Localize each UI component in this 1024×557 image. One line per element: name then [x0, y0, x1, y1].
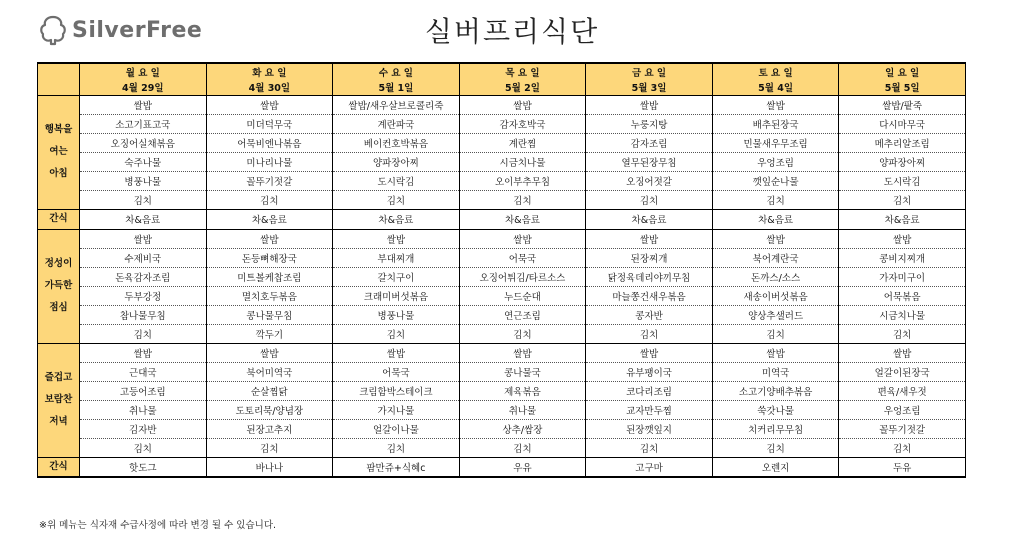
menu-cell: 취나물 [80, 400, 207, 419]
menu-cell: 병풍나물 [333, 305, 460, 324]
menu-cell: 돈등뼈해장국 [206, 248, 333, 267]
dinner-row [38, 381, 966, 400]
menu-cell: 가지나물 [333, 400, 460, 419]
lunch-row [38, 267, 966, 286]
lunch-label-line: 가득한 [44, 280, 73, 291]
menu-cell: 김치 [839, 190, 966, 209]
menu-cell: 팜만쥬+식혜c [333, 457, 460, 477]
menu-cell: 김치 [459, 438, 586, 457]
menu-cell: 얼갈이된장국 [839, 362, 966, 381]
menu-cell: 제육볶음 [459, 381, 586, 400]
menu-cell: 김치 [712, 438, 839, 457]
menu-cell: 쌀밥 [80, 343, 207, 362]
menu-cell: 꼴뚜기젓갈 [206, 171, 333, 190]
day-name: 목 요 일 [459, 63, 586, 79]
menu-cell: 가자미구이 [839, 267, 966, 286]
menu-cell: 도토리묵/양념장 [206, 400, 333, 419]
lunch-row [38, 248, 966, 267]
menu-cell: 갈치구이 [333, 267, 460, 286]
menu-cell: 김치 [333, 324, 460, 343]
menu-cell: 어묵국 [459, 248, 586, 267]
menu-cell: 콩비지찌개 [839, 248, 966, 267]
breakfast-row [38, 133, 966, 152]
weekly-menu-table [37, 62, 966, 478]
menu-cell: 돈까스/소스 [712, 267, 839, 286]
menu-cell: 소고기양배추볶음 [712, 381, 839, 400]
menu-cell: 김치 [586, 324, 713, 343]
menu-cell: 된장찌개 [586, 248, 713, 267]
menu-cell: 오징어실채볶음 [80, 133, 207, 152]
menu-cell: 미역국 [712, 362, 839, 381]
menu-cell: 김치 [459, 190, 586, 209]
menu-cell: 쌀밥 [206, 95, 333, 114]
day-name: 화 요 일 [206, 63, 333, 79]
page-title: 실버프리식단 [424, 15, 600, 48]
menu-cell: 돈육감자조림 [80, 267, 207, 286]
menu-cell: 김치 [712, 190, 839, 209]
lunch-label [38, 229, 80, 343]
menu-cell: 쌀밥 [80, 95, 207, 114]
menu-cell: 메추리알조림 [839, 133, 966, 152]
dinner-label-line: 즐겁고 [44, 372, 73, 383]
menu-cell: 쌀밥 [839, 229, 966, 248]
menu-cell: 차&음료 [333, 209, 460, 229]
menu-cell: 베이컨호박볶음 [333, 133, 460, 152]
menu-cell: 수제비국 [80, 248, 207, 267]
menu-cell: 쌀밥 [333, 343, 460, 362]
menu-cell: 계란파국 [333, 114, 460, 133]
menu-cell: 근대국 [80, 362, 207, 381]
menu-cell: 닭정육데리야끼무침 [586, 267, 713, 286]
day-date: 5월 3일 [586, 79, 713, 95]
menu-cell: 콩나물무침 [206, 305, 333, 324]
breakfast-row [38, 171, 966, 190]
breakfast-row [38, 152, 966, 171]
menu-cell: 우유 [459, 457, 586, 477]
menu-cell: 두부강정 [80, 286, 207, 305]
header-corner-date [38, 79, 80, 95]
menu-cell: 양파장아찌 [333, 152, 460, 171]
menu-cell: 우엉조림 [839, 400, 966, 419]
menu-cell: 어묵국 [333, 362, 460, 381]
menu-cell: 핫도그 [80, 457, 207, 477]
menu-cell: 깍두기 [206, 324, 333, 343]
menu-cell: 시금치나물 [839, 305, 966, 324]
menu-cell: 교자만두찜 [586, 400, 713, 419]
menu-cell: 오이부추무침 [459, 171, 586, 190]
menu-cell: 유부팽이국 [586, 362, 713, 381]
menu-cell: 바나나 [206, 457, 333, 477]
dinner-row [38, 362, 966, 381]
menu-cell: 크래미버섯볶음 [333, 286, 460, 305]
menu-cell: 오렌지 [712, 457, 839, 477]
menu-cell: 마늘쫑건새우볶음 [586, 286, 713, 305]
menu-cell: 김치 [839, 324, 966, 343]
menu-cell: 쌀밥 [206, 229, 333, 248]
menu-cell: 새송이버섯볶음 [712, 286, 839, 305]
breakfast-row [38, 190, 966, 209]
header-corner [38, 63, 80, 79]
day-date-row [38, 79, 966, 95]
dinner-label-line: 저녁 [49, 416, 68, 427]
brand-logo-text: SilverFree [72, 17, 203, 43]
lunch-row [38, 324, 966, 343]
snack-morning-label: 간식 [38, 209, 80, 229]
menu-cell: 미트볼케찹조림 [206, 267, 333, 286]
menu-cell: 차&음료 [839, 209, 966, 229]
menu-cell: 양상추샐러드 [712, 305, 839, 324]
day-name: 토 요 일 [712, 63, 839, 79]
menu-cell: 다시마무국 [839, 114, 966, 133]
menu-cell: 멸치호두볶음 [206, 286, 333, 305]
menu-cell: 치커리무무침 [712, 419, 839, 438]
day-date: 4월 30일 [206, 79, 333, 95]
menu-cell: 오징어젓갈 [586, 171, 713, 190]
menu-cell: 부대찌개 [333, 248, 460, 267]
menu-cell: 김자반 [80, 419, 207, 438]
menu-cell: 쌀밥 [586, 343, 713, 362]
day-name: 월 요 일 [80, 63, 207, 79]
menu-cell: 우엉조림 [712, 152, 839, 171]
dinner-row [38, 419, 966, 438]
menu-cell: 시금치나물 [459, 152, 586, 171]
menu-cell: 쌀밥 [712, 95, 839, 114]
menu-cell: 차&음료 [206, 209, 333, 229]
menu-cell: 차&음료 [80, 209, 207, 229]
menu-cell: 편육/새우젓 [839, 381, 966, 400]
menu-cell: 김치 [333, 190, 460, 209]
menu-cell: 김치 [80, 324, 207, 343]
snack-evening-row [38, 457, 966, 477]
menu-cell: 미더덕무국 [206, 114, 333, 133]
menu-cell: 참나물무침 [80, 305, 207, 324]
menu-cell: 누룽지탕 [586, 114, 713, 133]
breakfast-label-line: 여는 [49, 146, 68, 157]
menu-cell: 쌀밥 [586, 229, 713, 248]
menu-cell: 숙주나물 [80, 152, 207, 171]
menu-cell: 김치 [206, 190, 333, 209]
menu-cell: 도시락김 [333, 171, 460, 190]
menu-cell: 순살찜닭 [206, 381, 333, 400]
menu-cell: 된장깻잎지 [586, 419, 713, 438]
menu-cell: 취나물 [459, 400, 586, 419]
breakfast-row [38, 95, 966, 114]
day-name: 일 요 일 [839, 63, 966, 79]
menu-cell: 김치 [333, 438, 460, 457]
menu-cell: 차&음료 [459, 209, 586, 229]
day-name: 금 요 일 [586, 63, 713, 79]
breakfast-row [38, 114, 966, 133]
menu-cell: 상추/쌈장 [459, 419, 586, 438]
menu-cell: 콩자반 [586, 305, 713, 324]
dinner-row [38, 343, 966, 362]
menu-cell: 꼴뚜기젓갈 [839, 419, 966, 438]
breakfast-label-line: 행복을 [44, 124, 73, 135]
menu-cell: 미나리나물 [206, 152, 333, 171]
dinner-label-line: 보람찬 [44, 394, 73, 405]
menu-cell: 쌀밥 [459, 95, 586, 114]
snack-morning-row [38, 209, 966, 229]
menu-cell: 누드순대 [459, 286, 586, 305]
lunch-label-line: 점심 [49, 302, 68, 313]
breakfast-label [38, 95, 80, 209]
menu-cell: 쌀밥 [586, 95, 713, 114]
menu-cell: 연근조림 [459, 305, 586, 324]
menu-cell: 김치 [712, 324, 839, 343]
breakfast-label-line: 아침 [49, 168, 68, 179]
day-date: 4월 29일 [80, 79, 207, 95]
menu-cell: 크림함박스테이크 [333, 381, 460, 400]
menu-cell: 열무된장무침 [586, 152, 713, 171]
day-date: 5월 5일 [839, 79, 966, 95]
menu-cell: 얼갈이나물 [333, 419, 460, 438]
menu-cell: 차&음료 [712, 209, 839, 229]
menu-cell: 김치 [206, 438, 333, 457]
menu-cell: 두유 [839, 457, 966, 477]
menu-cell: 된장고추지 [206, 419, 333, 438]
dinner-row [38, 400, 966, 419]
snack-evening-label: 간식 [38, 457, 80, 477]
menu-cell: 어묵볶음 [839, 286, 966, 305]
menu-cell: 쌀밥 [333, 229, 460, 248]
menu-cell: 김치 [586, 190, 713, 209]
menu-cell: 김치 [586, 438, 713, 457]
menu-cell: 콩나물국 [459, 362, 586, 381]
dinner-row [38, 438, 966, 457]
menu-cell: 차&음료 [586, 209, 713, 229]
menu-cell: 쑥갓나물 [712, 400, 839, 419]
day-date: 5월 4일 [712, 79, 839, 95]
day-name-row [38, 63, 966, 79]
menu-cell: 감자호박국 [459, 114, 586, 133]
lunch-label-line: 정성이 [44, 258, 73, 269]
dinner-label [38, 343, 80, 457]
menu-cell: 쌀밥 [459, 343, 586, 362]
day-date: 5월 2일 [459, 79, 586, 95]
day-date: 5월 1일 [333, 79, 460, 95]
menu-cell: 깻잎순나물 [712, 171, 839, 190]
menu-cell: 김치 [459, 324, 586, 343]
day-name: 수 요 일 [333, 63, 460, 79]
menu-cell: 쌀밥 [206, 343, 333, 362]
menu-cell: 북어미역국 [206, 362, 333, 381]
menu-cell: 배추된장국 [712, 114, 839, 133]
lunch-row [38, 305, 966, 324]
menu-cell: 고등어조림 [80, 381, 207, 400]
menu-cell: 김치 [80, 190, 207, 209]
menu-cell: 소고기표고국 [80, 114, 207, 133]
menu-cell: 쌀밥/새우살브로콜리죽 [333, 95, 460, 114]
menu-cell: 쌀밥 [459, 229, 586, 248]
menu-cell: 김치 [80, 438, 207, 457]
menu-cell: 쌀밥 [80, 229, 207, 248]
menu-cell: 병풍나물 [80, 171, 207, 190]
menu-cell: 오징어튀김/타르소스 [459, 267, 586, 286]
menu-cell: 김치 [839, 438, 966, 457]
menu-cell: 코다리조림 [586, 381, 713, 400]
menu-cell: 쌀밥 [712, 229, 839, 248]
menu-cell: 쌀밥 [839, 343, 966, 362]
menu-cell: 계란찜 [459, 133, 586, 152]
menu-cell: 고구마 [586, 457, 713, 477]
lunch-row [38, 229, 966, 248]
menu-cell: 쌀밥 [712, 343, 839, 362]
menu-cell: 북어계란국 [712, 248, 839, 267]
menu-cell: 민물새우무조림 [712, 133, 839, 152]
footer-note: ※위 메뉴는 식자재 수급사정에 따라 변경 될 수 있습니다. [39, 520, 277, 531]
menu-cell: 어묵비엔나볶음 [206, 133, 333, 152]
lunch-row [38, 286, 966, 305]
menu-cell: 쌀밥/팥죽 [839, 95, 966, 114]
menu-cell: 양파장아찌 [839, 152, 966, 171]
menu-cell: 감자조림 [586, 133, 713, 152]
menu-cell: 도시락김 [839, 171, 966, 190]
